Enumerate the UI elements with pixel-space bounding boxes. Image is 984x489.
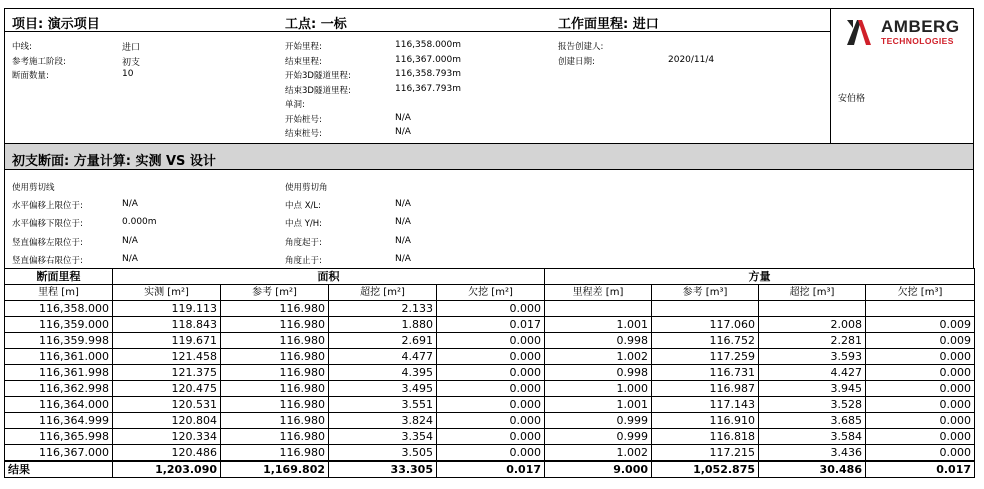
cell-chainage-diff (545, 301, 652, 317)
end-chainage-label: 结束里程: (285, 57, 322, 67)
cell-reference-area: 116.980 (221, 349, 329, 365)
v-offset-left-label: 竖直偏移左限位于: (12, 238, 83, 248)
h-offset-upper-value: N/A (122, 199, 138, 209)
cell-underbreak-area: 0.000 (437, 413, 545, 429)
start-3d-chainage-value: 116,358.793m (395, 69, 462, 79)
col-header-reference-volume: 参考 [m³] (652, 285, 759, 301)
end-3d-chainage-value: 116,367.793m (395, 84, 462, 94)
end-3d-chainage-label: 结束3D隧道里程: (285, 86, 351, 96)
cell-reference-volume: 117.215 (652, 445, 759, 462)
cell-reference-area: 116.980 (221, 365, 329, 381)
center-x-label: 中点 X/L: (285, 201, 321, 211)
cell-chainage: 116,359.998 (5, 333, 113, 349)
cell-overbreak-volume: 4.427 (759, 365, 866, 381)
start-chainage-label: 开始里程: (285, 42, 322, 52)
cell-overbreak-area: 3.505 (329, 445, 437, 462)
cell-overbreak-volume: 3.584 (759, 429, 866, 445)
cell-underbreak-volume: 0.000 (866, 397, 975, 413)
total-overbreak-area: 33.305 (329, 461, 437, 478)
logo-wordmark: AMBERG (881, 17, 960, 36)
section-title: 初支断面: 方量计算: 实测 VS 设计 (12, 154, 216, 169)
cell-underbreak-area: 0.000 (437, 445, 545, 462)
start-3d-chainage-label: 开始3D隧道里程: (285, 71, 351, 81)
cell-reference-volume: 117.259 (652, 349, 759, 365)
cell-measured-area: 121.375 (113, 365, 221, 381)
total-underbreak-volume: 0.017 (866, 461, 975, 478)
cell-underbreak-volume: 0.000 (866, 429, 975, 445)
cell-underbreak-volume: 0.009 (866, 333, 975, 349)
cell-reference-area: 116.980 (221, 317, 329, 333)
angle-from-label: 角度起于: (285, 238, 322, 248)
cell-overbreak-volume: 3.945 (759, 381, 866, 397)
h-offset-upper-label: 水平偏移上限位于: (12, 201, 83, 211)
cell-overbreak-area: 3.551 (329, 397, 437, 413)
totals-label: 结果 (5, 461, 113, 478)
report-creator-label: 报告创建人: (558, 42, 604, 52)
cell-measured-area: 120.475 (113, 381, 221, 397)
cell-underbreak-area: 0.000 (437, 301, 545, 317)
col-header-underbreak-volume: 欠挖 [m³] (866, 285, 975, 301)
cell-reference-volume: 116.731 (652, 365, 759, 381)
cell-reference-area: 116.980 (221, 301, 329, 317)
cell-chainage-diff: 1.001 (545, 317, 652, 333)
table-row (5, 413, 975, 429)
cell-chainage-diff: 0.998 (545, 365, 652, 381)
h-offset-lower-value: 0.000m (122, 217, 157, 227)
created-date-label: 创建日期: (558, 57, 595, 67)
cell-overbreak-area: 4.395 (329, 365, 437, 381)
v-offset-right-label: 竖直偏移右限位于: (12, 256, 83, 266)
cell-reference-volume (652, 301, 759, 317)
table-row (5, 317, 975, 333)
angle-to-label: 角度止于: (285, 256, 322, 266)
cell-overbreak-area: 3.354 (329, 429, 437, 445)
phase-label: 参考施工阶段: (12, 57, 66, 67)
cell-overbreak-area: 2.133 (329, 301, 437, 317)
author-name: 安伯格 (838, 94, 866, 104)
total-overbreak-volume: 30.486 (759, 461, 866, 478)
cell-underbreak-volume: 0.000 (866, 413, 975, 429)
total-reference-volume: 1,052.875 (652, 461, 759, 478)
v-offset-right-value: N/A (122, 254, 138, 264)
cell-underbreak-volume: 0.000 (866, 349, 975, 365)
face-chainage-title: 工作面里程: 进口 (558, 17, 659, 32)
use-cut-line-label: 使用剪切线 (12, 183, 55, 193)
cell-underbreak-volume: 0.000 (866, 365, 975, 381)
group-header-volume: 方量 (545, 269, 975, 285)
table-row (5, 397, 975, 413)
cell-overbreak-area: 2.691 (329, 333, 437, 349)
table-row (5, 333, 975, 349)
total-underbreak-area: 0.017 (437, 461, 545, 478)
col-header-measured-area: 实测 [m²] (113, 285, 221, 301)
cell-underbreak-area: 0.000 (437, 381, 545, 397)
cell-underbreak-volume (866, 301, 975, 317)
center-y-value: N/A (395, 217, 411, 227)
angle-to-value: N/A (395, 254, 411, 264)
cell-measured-area: 118.843 (113, 317, 221, 333)
cell-chainage: 116,359.000 (5, 317, 113, 333)
cell-reference-volume: 116.987 (652, 381, 759, 397)
cell-measured-area: 120.531 (113, 397, 221, 413)
cell-reference-area: 116.980 (221, 397, 329, 413)
cell-chainage: 116,367.000 (5, 445, 113, 462)
phase-value: 初支 (122, 58, 141, 68)
logo-tagline: TECHNOLOGIES (881, 36, 954, 46)
col-header-underbreak-area: 欠挖 [m²] (437, 285, 545, 301)
table-row (5, 381, 975, 397)
cell-overbreak-area: 3.824 (329, 413, 437, 429)
cell-reference-volume: 116.752 (652, 333, 759, 349)
centerline-label: 中线: (12, 42, 32, 52)
section-count-label: 断面数量: (12, 71, 49, 81)
cell-underbreak-area: 0.000 (437, 429, 545, 445)
col-header-chainage: 里程 [m] (5, 285, 113, 301)
totals-row (5, 461, 975, 478)
cell-overbreak-area: 1.880 (329, 317, 437, 333)
cell-reference-volume: 117.060 (652, 317, 759, 333)
cell-underbreak-area: 0.000 (437, 333, 545, 349)
cell-measured-area: 121.458 (113, 349, 221, 365)
cell-chainage-diff: 0.998 (545, 333, 652, 349)
project-title: 项目: 演示项目 (12, 17, 100, 32)
start-station-label: 开始桩号: (285, 115, 322, 125)
cell-measured-area: 119.113 (113, 301, 221, 317)
angle-from-value: N/A (395, 236, 411, 246)
amberg-logo-mark-icon (845, 18, 875, 46)
cell-chainage: 116,361.998 (5, 365, 113, 381)
cell-overbreak-area: 4.477 (329, 349, 437, 365)
end-station-label: 结束桩号: (285, 129, 322, 139)
cell-overbreak-volume (759, 301, 866, 317)
cell-chainage: 116,365.998 (5, 429, 113, 445)
cell-measured-area: 120.486 (113, 445, 221, 462)
table-row (5, 349, 975, 365)
site-title: 工点: 一标 (285, 17, 347, 32)
cell-chainage: 116,362.998 (5, 381, 113, 397)
cell-reference-area: 116.980 (221, 445, 329, 462)
volume-table (4, 268, 975, 478)
cell-overbreak-volume: 3.528 (759, 397, 866, 413)
cell-underbreak-volume: 0.009 (866, 317, 975, 333)
group-header-section-chainage: 断面里程 (5, 269, 113, 285)
total-chainage-diff: 9.000 (545, 461, 652, 478)
col-header-overbreak-area: 超挖 [m²] (329, 285, 437, 301)
cell-overbreak-area: 3.495 (329, 381, 437, 397)
group-header-area: 面积 (113, 269, 545, 285)
cell-measured-area: 120.334 (113, 429, 221, 445)
cell-reference-volume: 116.818 (652, 429, 759, 445)
section-count-value: 10 (122, 69, 134, 79)
cell-reference-area: 116.980 (221, 381, 329, 397)
cell-chainage-diff: 1.001 (545, 397, 652, 413)
start-chainage-value: 116,358.000m (395, 40, 462, 50)
cell-overbreak-volume: 3.685 (759, 413, 866, 429)
cell-reference-area: 116.980 (221, 333, 329, 349)
cell-chainage: 116,358.000 (5, 301, 113, 317)
header-frame (4, 8, 974, 144)
cell-chainage: 116,364.999 (5, 413, 113, 429)
col-header-overbreak-volume: 超挖 [m³] (759, 285, 866, 301)
center-y-label: 中点 Y/H: (285, 219, 323, 229)
h-offset-lower-label: 水平偏移下限位于: (12, 219, 83, 229)
cell-chainage: 116,361.000 (5, 349, 113, 365)
cell-underbreak-area: 0.000 (437, 365, 545, 381)
v-offset-left-value: N/A (122, 236, 138, 246)
cell-underbreak-area: 0.017 (437, 317, 545, 333)
col-header-reference-area: 参考 [m²] (221, 285, 329, 301)
end-station-value: N/A (395, 127, 411, 137)
cell-underbreak-area: 0.000 (437, 397, 545, 413)
cell-underbreak-volume: 0.000 (866, 445, 975, 462)
cell-underbreak-volume: 0.000 (866, 381, 975, 397)
cell-measured-area: 119.671 (113, 333, 221, 349)
table-row (5, 301, 975, 317)
cell-chainage-diff: 1.002 (545, 445, 652, 462)
cell-overbreak-volume: 3.593 (759, 349, 866, 365)
use-cut-angle-label: 使用剪切角 (285, 183, 328, 193)
end-chainage-value: 116,367.000m (395, 55, 462, 65)
cell-underbreak-area: 0.000 (437, 349, 545, 365)
total-measured-area: 1,203.090 (113, 461, 221, 478)
cell-chainage-diff: 0.999 (545, 429, 652, 445)
cell-reference-volume: 116.910 (652, 413, 759, 429)
single-tube-label: 单洞: (285, 100, 305, 110)
cell-reference-volume: 117.143 (652, 397, 759, 413)
start-station-value: N/A (395, 113, 411, 123)
amberg-logo (845, 18, 967, 48)
cell-chainage: 116,364.000 (5, 397, 113, 413)
cell-chainage-diff: 0.999 (545, 413, 652, 429)
cell-chainage-diff: 1.000 (545, 381, 652, 397)
center-x-value: N/A (395, 199, 411, 209)
cell-overbreak-volume: 3.436 (759, 445, 866, 462)
cell-reference-area: 116.980 (221, 413, 329, 429)
total-reference-area: 1,169.802 (221, 461, 329, 478)
cell-measured-area: 120.804 (113, 413, 221, 429)
table-row (5, 445, 975, 462)
created-date-value: 2020/11/4 (668, 55, 715, 65)
centerline-value: 进口 (122, 43, 141, 53)
table-row (5, 429, 975, 445)
cell-reference-area: 116.980 (221, 429, 329, 445)
cell-overbreak-volume: 2.008 (759, 317, 866, 333)
cell-overbreak-volume: 2.281 (759, 333, 866, 349)
header-divider (4, 31, 830, 32)
col-header-chainage-diff: 里程差 [m] (545, 285, 652, 301)
cell-chainage-diff: 1.002 (545, 349, 652, 365)
table-row (5, 365, 975, 381)
